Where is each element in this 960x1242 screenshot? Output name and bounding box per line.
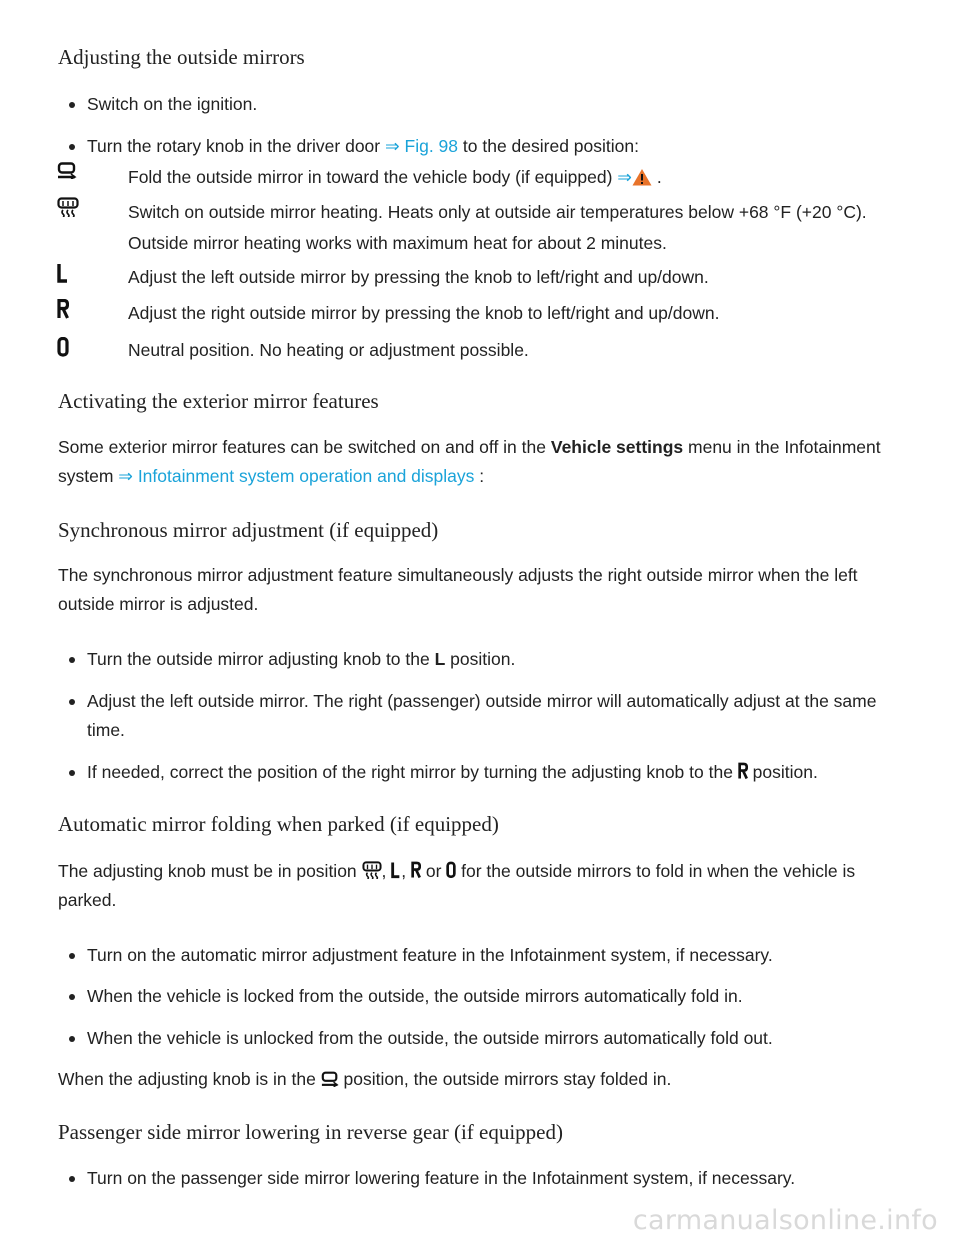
letter-l-icon <box>391 861 401 879</box>
heading-activating-exterior-mirror-features: Activating the exterior mirror features <box>58 389 379 413</box>
bullet-text: Turn the outside mirror adjusting knob to the <box>87 649 435 669</box>
paragraph-folded-position-note <box>58 1065 908 1094</box>
mirror-fold-icon <box>57 162 77 179</box>
bullet-turn-on-lowering-feature: Turn on the passenger side mirror lowering feature in the Infotainment system, if necessary. <box>87 1164 907 1193</box>
paragraph-knob-position-requirement <box>58 857 908 915</box>
bullet-text: position. <box>747 762 818 782</box>
heading-adjusting-outside-mirrors: Adjusting the outside mirrors <box>58 45 305 69</box>
bullet-adjust-left-mirror: Adjust the left outside mirror. The right (passenger) outside mirror will automatically adjust at the same time. <box>87 687 907 745</box>
position-heating-description: Switch on outside mirror heating. Heats only at outside air temperatures below +68 °F (+20 °C). Outside mirror heating works with maximum heat for about 2 minutes. <box>128 202 867 253</box>
bullet-unlocked-fold-out: When the vehicle is unlocked from the outside, the outside mirrors automatically fold out. <box>87 1024 907 1053</box>
infotainment-system-link[interactable]: ⇒ Infotainment system operation and displays <box>118 466 475 486</box>
paragraph-text: When the adjusting knob is in the <box>58 1069 321 1089</box>
bullet-turn-rotary-knob <box>87 132 907 161</box>
bullet-text: If needed, correct the position of the right mirror by turning the adjusting knob to the <box>87 762 738 782</box>
bullet-turn-knob-to-l <box>87 645 907 674</box>
paragraph-text: menu in the Infotainment system <box>58 437 881 486</box>
letter-0-icon <box>57 337 69 357</box>
paragraph-text: for the outside mirrors to fold in when the vehicle is parked. <box>58 861 856 910</box>
heading-synchronous-mirror-adjustment: Synchronous mirror adjustment (if equipped) <box>58 518 439 542</box>
paragraph-text: : <box>474 466 485 486</box>
position-neutral-description: Neutral position. No heating or adjustment possible. <box>128 340 529 360</box>
separator-text: , <box>401 861 411 881</box>
paragraph-text: Some exterior mirror features can be switched on and off in the <box>58 437 551 457</box>
mirror-fold-icon <box>321 1071 339 1087</box>
warning-triangle-icon[interactable] <box>632 168 652 186</box>
bullet-text: position. <box>445 649 516 669</box>
bullet-locked-fold-in: When the vehicle is locked from the outside, the outside mirrors automatically fold in. <box>87 982 907 1011</box>
bullet-switch-on-ignition: Switch on the ignition. <box>87 90 907 119</box>
letter-r-icon <box>738 762 748 780</box>
bullet-correct-right-mirror <box>87 758 907 787</box>
bullet-text: Turn the rotary knob in the driver door <box>87 136 381 156</box>
bullet-turn-on-automatic-adjustment: Turn on the automatic mirror adjustment feature in the Infotainment system, if necessary. <box>87 941 907 970</box>
paragraph-vehicle-settings <box>58 433 908 491</box>
heading-automatic-mirror-folding: Automatic mirror folding when parked (if equipped) <box>58 812 499 836</box>
separator-text: or <box>420 861 447 881</box>
mirror-heating-icon <box>362 861 382 879</box>
letter-r-icon <box>57 299 69 319</box>
description-text: . <box>656 167 662 187</box>
watermark: carmanualsonline.info <box>632 1205 938 1236</box>
fig-98-link[interactable]: ⇒ Fig. 98 <box>384 136 459 156</box>
paragraph-text: position, the outside mirrors stay folded in. <box>338 1069 672 1089</box>
position-fold-description <box>128 162 888 193</box>
letter-0-icon <box>446 861 456 879</box>
l-position-label: L <box>434 649 446 669</box>
heading-passenger-mirror-lowering: Passenger side mirror lowering in reverse gear (if equipped) <box>58 1120 563 1144</box>
warning-link-arrow[interactable]: ⇒ <box>617 167 632 187</box>
paragraph-synchronous-adjustment: The synchronous mirror adjustment feature simultaneously adjusts the right outside mirror when the left outside mirror is adjusted. <box>58 565 858 614</box>
separator-text: , <box>381 861 392 881</box>
letter-r-icon <box>411 861 421 879</box>
bullet-text: to the desired position: <box>462 136 639 156</box>
description-text: Fold the outside mirror in toward the vehicle body (if equipped) <box>128 167 613 187</box>
position-left-description: Adjust the left outside mirror by pressing the knob to left/right and up/down. <box>128 267 709 287</box>
paragraph-text: The adjusting knob must be in position <box>58 861 362 881</box>
letter-l-icon <box>57 263 69 283</box>
position-right-description: Adjust the right outside mirror by pressing the knob to left/right and up/down. <box>128 303 720 323</box>
mirror-heating-icon <box>57 197 79 217</box>
vehicle-settings-label: Vehicle settings <box>550 437 684 457</box>
